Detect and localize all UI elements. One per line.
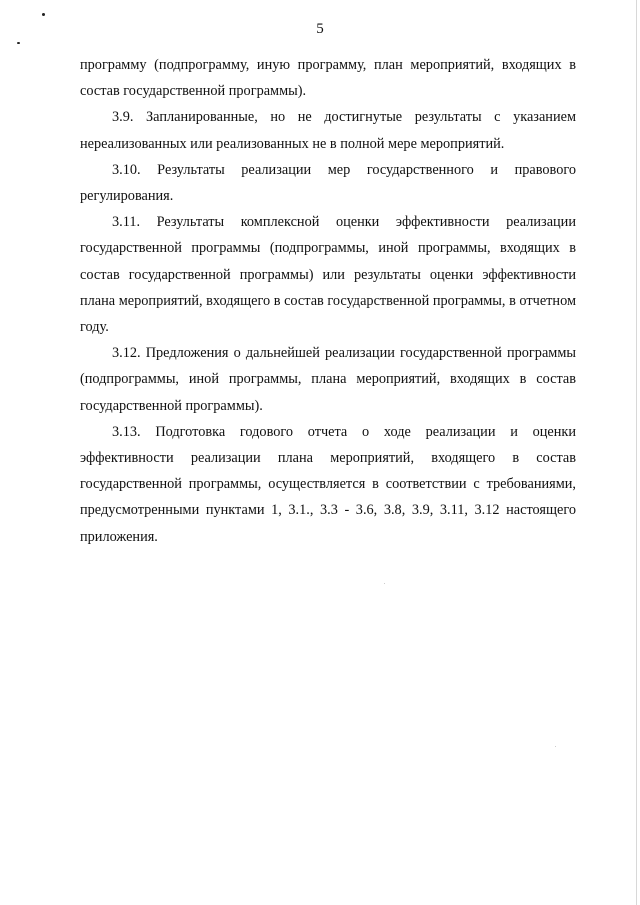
scan-speck [42,13,45,16]
paragraph-3-11: 3.11. Результаты комплексной оценки эффективности реализации государственной программы (подпрограммы, иной программы, входящих в состав государственной программы) или результаты оценки эффективности плана мероприятий, входящего в состав государственной программы, в отчетном году. [80,214,576,336]
document-body [80,52,576,550]
paragraph-continuation: программу (подпрограмму, иную программу, план мероприятий, входящих в состав государственной программы). [80,57,576,100]
paragraph-3-12: 3.12. Предложения о дальнейшей реализации государственной программы (подпрограммы, иной программы, плана мероприятий, входящих в состав государственной программы). [80,345,576,414]
scan-speck [384,583,385,584]
scan-speck [555,746,556,747]
page-edge-line [636,0,637,905]
paragraph-3-13: 3.13. Подготовка годового отчета о ходе реализации и оценки эффективности реализации плана мероприятий, входящего в состав государственной программы, осуществляется в соответствии с требованиями, предусмотренными пунктами 1, 3.1., 3.3 - 3.6, 3.8, 3.9, 3.11, 3.12 настоящего приложения. [80,423,576,545]
paragraph-3-9: 3.9. Запланированные, но не достигнутые результаты с указанием нереализованных или реализованных не в полной мере мероприятий. [80,109,576,152]
page-number: 5 [316,21,324,37]
scan-speck [17,42,20,44]
paragraph-3-10: 3.10. Результаты реализации мер государственного и правового регулирования. [80,161,576,205]
